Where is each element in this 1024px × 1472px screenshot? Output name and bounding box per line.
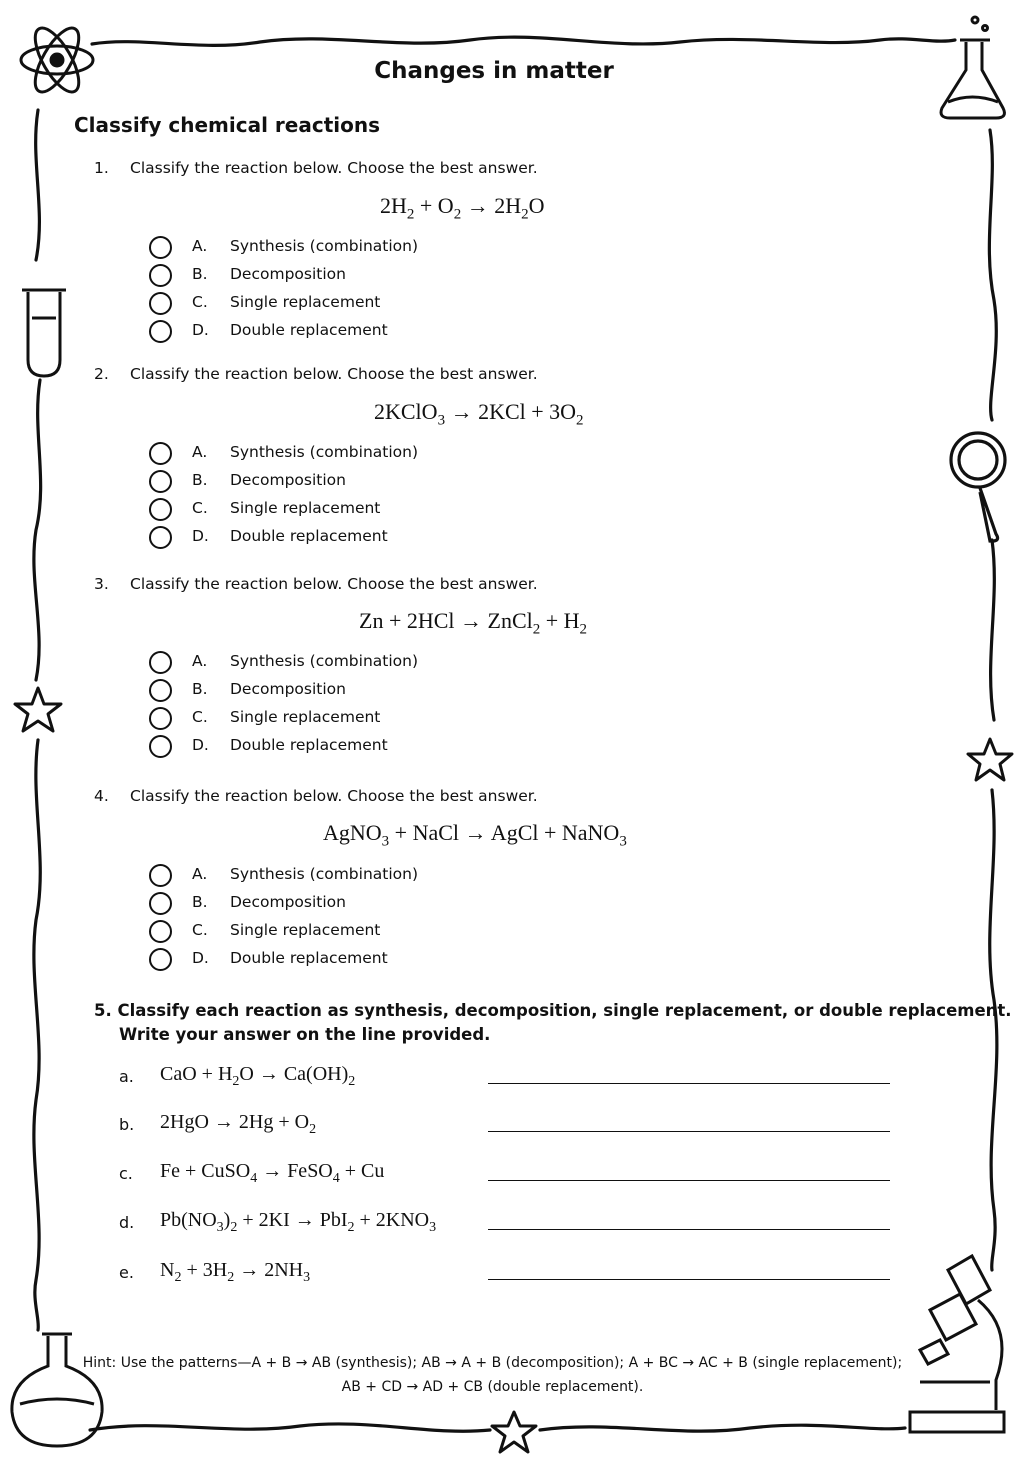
radio-button[interactable] xyxy=(149,948,172,971)
item-label: a. xyxy=(119,1067,134,1086)
option-label: Single replacement xyxy=(230,921,381,939)
radio-button[interactable] xyxy=(149,679,172,702)
subscript: 2 xyxy=(579,621,588,638)
option-letter: C. xyxy=(192,708,208,726)
option-letter: D. xyxy=(192,949,209,967)
radio-button[interactable] xyxy=(149,920,172,943)
page-title: Changes in matter xyxy=(374,58,614,84)
option-letter: D. xyxy=(192,527,209,545)
question-5-line-1: 5. Classify each reaction as synthesis, decomposition, single replacement, or double replacement. xyxy=(94,1001,1012,1020)
answer-line[interactable] xyxy=(488,1180,890,1181)
hint-line-1: Hint: Use the patterns—A + B → AB (synthesis); AB → A + B (decomposition); A + BC → AC + B (single replacement); xyxy=(82,1355,903,1371)
reaction-equation: $2HgO \to 2Hg + O_2$ xyxy=(160,1111,317,1137)
radio-button[interactable] xyxy=(149,526,172,549)
radio-button[interactable] xyxy=(149,470,172,493)
option-label: Double replacement xyxy=(230,736,388,754)
question-number: 2. xyxy=(94,365,109,383)
option-label: Synthesis (combination) xyxy=(230,443,419,461)
option-label: Decomposition xyxy=(230,680,346,698)
option-label: Decomposition xyxy=(230,893,346,911)
option-letter: C. xyxy=(192,293,208,311)
question-prompt: Classify the reaction below. Choose the best answer. xyxy=(130,575,538,593)
section-title: Classify chemical reactions xyxy=(74,113,380,137)
subscript: 4 xyxy=(332,1171,340,1186)
item-label: d. xyxy=(119,1213,135,1232)
reaction-equation: 2KClO$_3$ → $2KCl + 3O_2$ xyxy=(374,399,584,429)
option-letter: D. xyxy=(192,321,209,339)
radio-button[interactable] xyxy=(149,707,172,730)
radio-button[interactable] xyxy=(149,236,172,259)
subscript: 2 xyxy=(532,621,541,638)
subscript: 2 xyxy=(406,206,415,223)
subscript: 3 xyxy=(303,1270,311,1285)
option-letter: C. xyxy=(192,921,208,939)
reaction-equation: $N_2 + 3H_2 \to 2NH_3$ xyxy=(160,1259,311,1285)
subscript: 2 xyxy=(576,412,584,429)
option-label: Decomposition xyxy=(230,265,346,283)
subscript: 2 xyxy=(227,1270,235,1285)
reaction-equation: $2H_2 + O_2 \to 2H_2O$ xyxy=(380,193,545,223)
option-label: Single replacement xyxy=(230,499,381,517)
answer-line[interactable] xyxy=(488,1229,890,1230)
option-label: Single replacement xyxy=(230,708,381,726)
reaction-equation: AgNO$_3$ + NaCl → AgCl + NaNO$_3$ xyxy=(323,820,627,850)
answer-line[interactable] xyxy=(488,1279,890,1280)
test-tube-icon xyxy=(22,290,66,376)
option-label: Double replacement xyxy=(230,949,388,967)
subscript: 2 xyxy=(348,1074,356,1089)
subscript: 4 xyxy=(250,1171,258,1186)
option-letter: A. xyxy=(192,865,208,883)
answer-line[interactable] xyxy=(488,1131,890,1132)
reaction-equation: Zn + 2HCl → ZnCl$_2$ + $H_2$ xyxy=(359,608,588,638)
option-letter: B. xyxy=(192,680,208,698)
subscript: 3 xyxy=(381,833,390,850)
radio-button[interactable] xyxy=(149,864,172,887)
radio-button[interactable] xyxy=(149,498,172,521)
answer-line[interactable] xyxy=(488,1083,890,1084)
subscript: 2 xyxy=(232,1074,240,1089)
question-prompt: Classify the reaction below. Choose the best answer. xyxy=(130,159,538,177)
subscript: 3 xyxy=(437,412,446,429)
reaction-equation: CaO + $H_2O \to Ca(OH)_2$ xyxy=(160,1063,356,1089)
option-letter: A. xyxy=(192,237,208,255)
radio-button[interactable] xyxy=(149,892,172,915)
subscript: 2 xyxy=(521,206,529,223)
subscript: 3 xyxy=(619,833,627,850)
option-letter: B. xyxy=(192,265,208,283)
subscript: 2 xyxy=(230,1220,238,1235)
option-label: Synthesis (combination) xyxy=(230,652,419,670)
option-label: Decomposition xyxy=(230,471,346,489)
radio-button[interactable] xyxy=(149,320,172,343)
option-letter: B. xyxy=(192,893,208,911)
item-label: e. xyxy=(119,1263,134,1282)
option-letter: B. xyxy=(192,471,208,489)
subscript: 2 xyxy=(347,1220,355,1235)
magnifier-icon xyxy=(951,433,1005,541)
reaction-equation: $Pb(NO_3)_2 + 2KI \to PbI_2 + 2KNO_3$ xyxy=(160,1209,437,1235)
option-letter: A. xyxy=(192,443,208,461)
subscript: 3 xyxy=(429,1220,437,1235)
subscript: 3 xyxy=(216,1220,224,1235)
subscript: 2 xyxy=(453,206,462,223)
hint-line-2: AB + CD → AD + CB (double replacement). xyxy=(341,1379,644,1395)
option-letter: D. xyxy=(192,736,209,754)
reaction-equation: Fe + CuSO$_4$ → FeSO$_4$ + Cu xyxy=(160,1160,385,1186)
option-label: Double replacement xyxy=(230,321,388,339)
radio-button[interactable] xyxy=(149,442,172,465)
option-label: Double replacement xyxy=(230,527,388,545)
option-label: Synthesis (combination) xyxy=(230,237,419,255)
microscope-icon xyxy=(910,1256,1004,1432)
radio-button[interactable] xyxy=(149,264,172,287)
subscript: 2 xyxy=(309,1122,317,1137)
option-label: Single replacement xyxy=(230,293,381,311)
question-5-line-2: Write your answer on the line provided. xyxy=(119,1025,491,1044)
question-number: 3. xyxy=(94,575,109,593)
question-5-instructions xyxy=(94,999,1012,1047)
question-number: 4. xyxy=(94,787,109,805)
option-label: Synthesis (combination) xyxy=(230,865,419,883)
question-number: 1. xyxy=(94,159,109,177)
question-prompt: Classify the reaction below. Choose the best answer. xyxy=(130,365,538,383)
hint-text xyxy=(70,1351,915,1399)
radio-button[interactable] xyxy=(149,292,172,315)
radio-button[interactable] xyxy=(149,735,172,758)
option-letter: C. xyxy=(192,499,208,517)
item-label: c. xyxy=(119,1164,133,1183)
question-prompt: Classify the reaction below. Choose the best answer. xyxy=(130,787,538,805)
option-letter: A. xyxy=(192,652,208,670)
radio-button[interactable] xyxy=(149,651,172,674)
item-label: b. xyxy=(119,1115,135,1134)
subscript: 2 xyxy=(174,1270,182,1285)
